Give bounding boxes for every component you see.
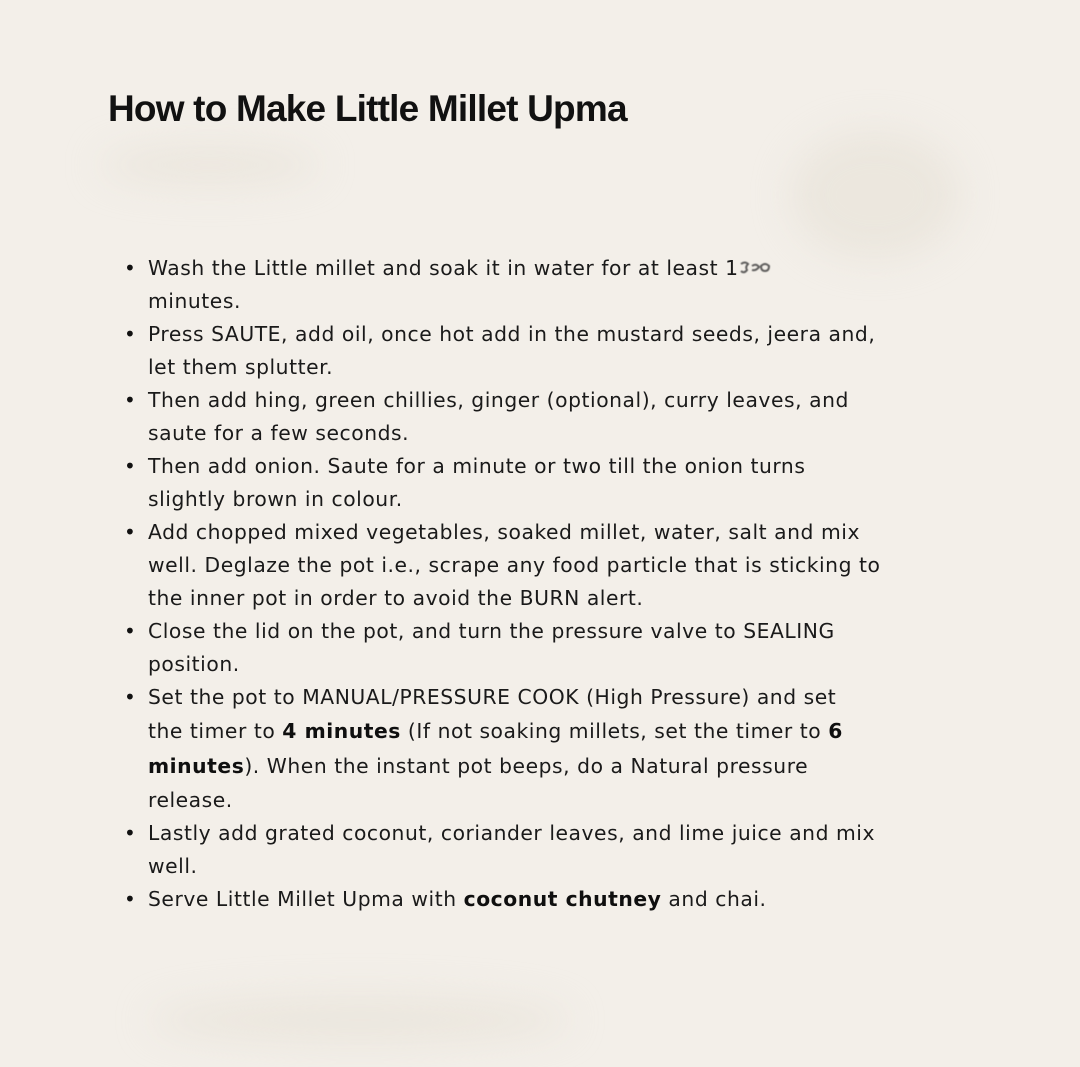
instruction-step: [122, 252, 982, 318]
step-text: and chai.: [661, 887, 767, 911]
step-text-line: [148, 285, 982, 318]
instruction-step: [122, 318, 982, 384]
bold-text: 4 minutes: [282, 719, 401, 743]
bullet-icon: •: [124, 619, 137, 643]
bullet-icon: •: [124, 256, 137, 280]
step-text: saute for a few seconds.: [148, 421, 410, 445]
instruction-list: [122, 252, 982, 916]
bullet-icon: •: [124, 685, 137, 709]
step-text-line: [148, 648, 982, 681]
step-text: Then add hing, green chillies, ginger (optional), curry leaves, and: [148, 388, 849, 412]
bullet-icon: •: [124, 454, 137, 478]
step-text-line: [148, 784, 982, 817]
instruction-step: [122, 615, 982, 681]
step-text: minutes.: [148, 289, 241, 313]
step-text: Lastly add grated coconut, coriander leaves, and lime juice and mix: [148, 821, 876, 845]
step-text: ). When the instant pot beeps, do a Natural pressure: [244, 754, 809, 778]
step-text-line: [148, 714, 982, 749]
step-text-line: [148, 681, 982, 714]
step-text: position.: [148, 652, 240, 676]
step-text-line: [148, 450, 982, 483]
bold-text: minutes: [148, 754, 245, 778]
step-text-line: [148, 252, 982, 285]
step-text-line: [148, 516, 982, 549]
background-smudge: [100, 145, 320, 185]
page-title: How to Make Little Millet Upma: [108, 88, 627, 129]
step-text-line: [148, 384, 982, 417]
step-text: Then add onion. Saute for a minute or two till the onion turns: [148, 454, 806, 478]
step-text: the inner pot in order to avoid the BURN alert.: [148, 586, 644, 610]
step-text: slightly brown in colour.: [148, 487, 403, 511]
instruction-step: [122, 883, 982, 916]
step-text: let them splutter.: [148, 355, 334, 379]
step-text: (If not soaking millets, set the timer to: [400, 719, 829, 743]
step-text: Close the lid on the pot, and turn the pressure valve to SEALING: [148, 619, 835, 643]
step-text: Add chopped mixed vegetables, soaked millet, water, salt and mix: [148, 520, 861, 544]
background-smudge: [790, 130, 960, 260]
step-text-line: [148, 850, 982, 883]
step-text-line: [148, 417, 982, 450]
bullet-icon: •: [124, 388, 137, 412]
bold-text: 6: [828, 719, 843, 743]
step-text: the timer to: [148, 719, 283, 743]
step-text-line: [148, 817, 982, 850]
instruction-step: [122, 681, 982, 817]
instruction-step: [122, 384, 982, 450]
step-text: well. Deglaze the pot i.e., scrape any food particle that is sticking to: [148, 553, 881, 577]
instruction-step: [122, 516, 982, 615]
step-text-line: [148, 483, 982, 516]
step-text-line: [148, 549, 982, 582]
instruction-step: [122, 450, 982, 516]
step-text-line: [148, 883, 982, 916]
bullet-icon: •: [124, 520, 137, 544]
step-text-line: [148, 582, 982, 615]
step-text: Press SAUTE, add oil, once hot add in the mustard seeds, jeera and,: [148, 322, 876, 346]
background-smudge: [150, 995, 570, 1045]
step-text-line: [148, 318, 982, 351]
bullet-icon: •: [124, 322, 137, 346]
step-text-line: [148, 749, 982, 784]
bullet-icon: •: [124, 887, 137, 911]
step-text: Set the pot to MANUAL/PRESSURE COOK (High Pressure) and set: [148, 685, 837, 709]
step-text-line: [148, 351, 982, 384]
step-text: well.: [148, 854, 198, 878]
garbled-glyphs-icon: [739, 258, 771, 278]
step-text: Serve Little Millet Upma with: [148, 887, 464, 911]
step-text: release.: [148, 788, 233, 812]
step-text-line: [148, 615, 982, 648]
bold-text: coconut chutney: [463, 887, 662, 911]
bullet-icon: •: [124, 821, 137, 845]
step-text: Wash the Little millet and soak it in water for at least 1: [148, 256, 739, 280]
instruction-step: [122, 817, 982, 883]
